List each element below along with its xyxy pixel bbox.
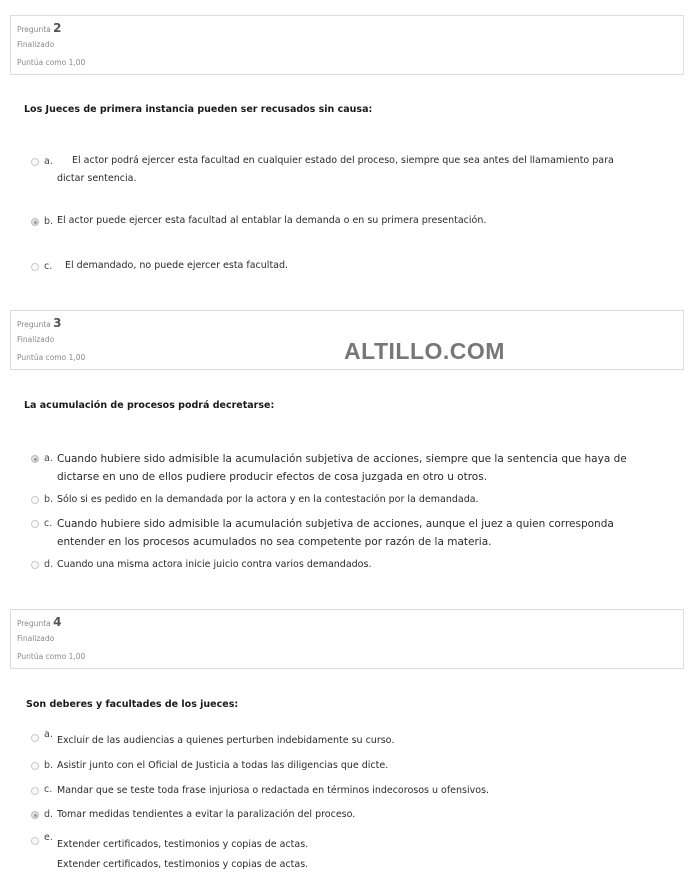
question-label: Pregunta <box>17 619 51 628</box>
question-label: Pregunta <box>17 25 51 34</box>
option-letter: e. <box>44 832 53 843</box>
option-text-cont[interactable]: dictar sentencia. <box>57 173 137 184</box>
question-text: Son deberes y facultades de los jueces: <box>26 699 239 710</box>
option-letter: a. <box>44 453 53 464</box>
option-text[interactable]: El actor puede ejercer esta facultad al entablar la demanda o en su primera presentación. <box>57 215 487 226</box>
question-header <box>17 316 61 330</box>
option-radio[interactable] <box>31 158 39 166</box>
option-letter: a. <box>44 156 53 167</box>
option-radio-selected[interactable] <box>31 218 39 226</box>
option-radio[interactable] <box>31 263 39 271</box>
option-radio[interactable] <box>31 520 39 528</box>
option-text[interactable]: Tomar medidas tendientes a evitar la paralización del proceso. <box>57 809 356 820</box>
option-text-cont[interactable]: dictarse en uno de ellos pudiere producir efectos de cosa juzgada en otro u otros. <box>57 471 488 483</box>
option-radio[interactable] <box>31 837 39 845</box>
option-radio-selected[interactable] <box>31 811 39 819</box>
question-grade: Puntúa como 1,00 <box>17 652 86 661</box>
question-state: Finalizado <box>17 335 55 344</box>
option-letter: d. <box>44 809 54 820</box>
option-letter: b. <box>44 216 54 227</box>
option-text[interactable]: Excluir de las audiencias a quienes perturben indebidamente su curso. <box>57 735 395 746</box>
question-info-box <box>10 609 684 669</box>
option-letter: d. <box>44 559 54 570</box>
option-radio[interactable] <box>31 561 39 569</box>
question-grade: Puntúa como 1,00 <box>17 58 86 67</box>
option-text[interactable]: Cuando hubiere sido admisible la acumulación subjetiva de acciones, aunque el juez a quien corresponda <box>57 518 614 530</box>
option-text[interactable]: Cuando hubiere sido admisible la acumulación subjetiva de acciones, siempre que la sentencia que haya de <box>57 453 627 465</box>
option-text[interactable]: El actor podrá ejercer esta facultad en cualquier estado del proceso, siempre que sea antes del llamamiento para <box>72 155 614 166</box>
option-letter: c. <box>44 784 53 795</box>
option-text[interactable]: El demandado, no puede ejercer esta facultad. <box>65 260 289 271</box>
option-radio[interactable] <box>31 787 39 795</box>
option-text[interactable]: Sólo si es pedido en la demandada por la actora y en la contestación por la demandada. <box>57 494 479 505</box>
question-label: Pregunta <box>17 320 51 329</box>
option-letter: a. <box>44 729 53 740</box>
question-text: Los Jueces de primera instancia pueden ser recusados sin causa: <box>24 104 373 115</box>
option-letter: c. <box>44 261 53 272</box>
question-state: Finalizado <box>17 634 55 643</box>
option-letter: b. <box>44 494 54 505</box>
question-number: 4 <box>53 615 62 629</box>
option-text[interactable]: Mandar que se teste toda frase injuriosa o redactada en términos indecorosos u ofensivos. <box>57 785 490 796</box>
option-text[interactable]: Extender certificados, testimonios y copias de actas. <box>57 839 309 850</box>
question-state: Finalizado <box>17 40 55 49</box>
option-text[interactable]: Cuando una misma actora inicie juicio contra varios demandados. <box>57 559 372 570</box>
option-letter: c. <box>44 518 53 529</box>
option-radio[interactable] <box>31 496 39 504</box>
question-text: La acumulación de procesos podrá decretarse: <box>24 400 275 411</box>
option-radio[interactable] <box>31 734 39 742</box>
question-header <box>17 21 61 35</box>
option-text-cont[interactable]: Extender certificados, testimonios y copias de actas. <box>57 859 309 870</box>
question-number: 3 <box>53 316 62 330</box>
option-letter: b. <box>44 760 54 771</box>
option-text[interactable]: Asistir junto con el Oficial de Justicia a todas las diligencias que dicte. <box>57 760 389 771</box>
question-grade: Puntúa como 1,00 <box>17 353 86 362</box>
watermark: ALTILLO.COM <box>344 338 505 364</box>
question-info-box <box>10 15 684 75</box>
option-radio[interactable] <box>31 762 39 770</box>
question-header <box>17 615 61 629</box>
question-number: 2 <box>53 21 62 35</box>
option-text-cont[interactable]: entender en los procesos acumulados no sea competente por razón de la materia. <box>57 536 492 548</box>
option-radio-selected[interactable] <box>31 455 39 463</box>
